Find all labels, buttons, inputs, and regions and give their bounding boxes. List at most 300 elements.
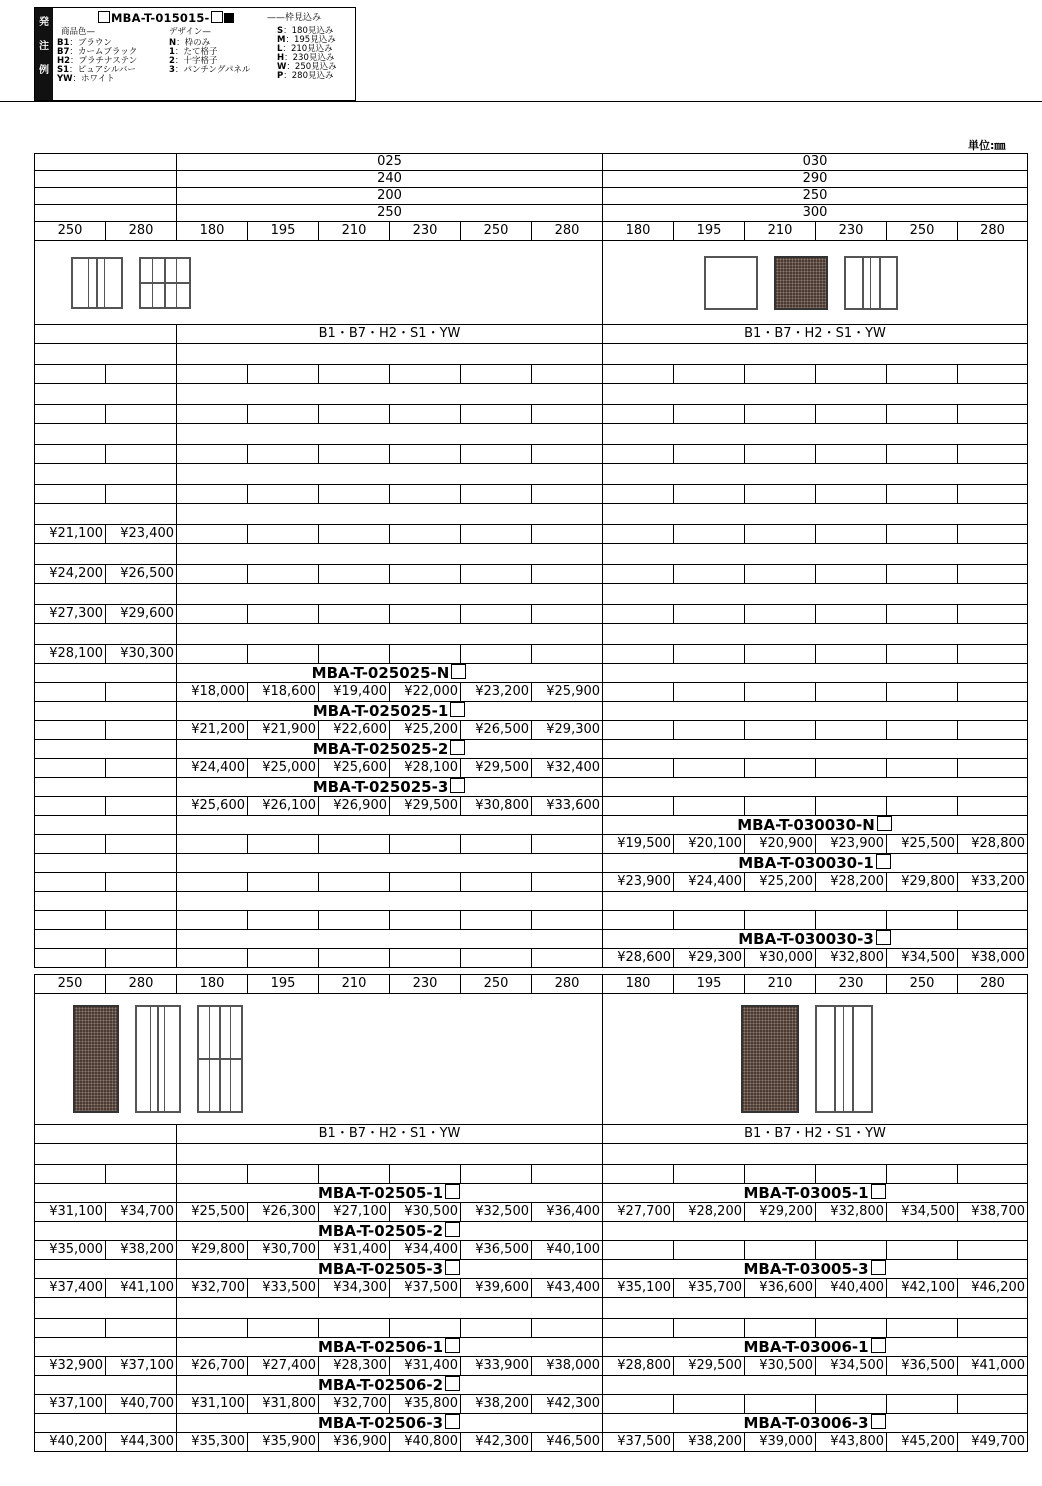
price-cell: ¥29,500 — [390, 797, 461, 816]
price-cell: ¥31,400 — [319, 1241, 390, 1260]
color-checkbox-icon — [445, 1260, 460, 1275]
price-cell: ¥30,700 — [248, 1241, 319, 1260]
model-name-cell — [603, 1414, 1028, 1433]
empty-cell — [532, 365, 603, 384]
empty-cell — [35, 544, 177, 565]
price-cell: ¥27,400 — [248, 1357, 319, 1376]
empty-cell — [390, 949, 461, 968]
color-title-text: 商品色 — [61, 27, 87, 37]
empty-cell — [35, 1144, 177, 1165]
price-cell: ¥45,200 — [887, 1433, 958, 1452]
color-checkbox-icon — [450, 702, 465, 717]
empty-cell — [106, 797, 177, 816]
model-name-cell — [177, 1222, 603, 1241]
table-row — [35, 565, 1028, 584]
empty-cell — [461, 445, 532, 464]
empty-cell — [532, 445, 603, 464]
price-cell: ¥40,800 — [390, 1433, 461, 1452]
product-image-group — [733, 994, 1027, 1124]
empty-cell — [35, 1184, 177, 1203]
design-code: 2 — [169, 56, 175, 66]
empty-cell — [958, 525, 1028, 544]
price-cell: ¥32,500 — [461, 1203, 532, 1222]
price-cell: ¥31,100 — [35, 1203, 106, 1222]
price-cell: ¥38,000 — [532, 1357, 603, 1376]
table-row — [35, 205, 1028, 222]
model-name-cell — [603, 1338, 1028, 1357]
price-cell: ¥33,600 — [532, 797, 603, 816]
empty-cell — [958, 911, 1028, 930]
price-cell — [674, 1241, 745, 1260]
empty-cell — [319, 525, 390, 544]
empty-cell — [177, 485, 248, 504]
color-list: B1：ブラウン B7：カームブラック H2：プラチナステン S1：ピュアシルバー YW：ホワイト — [57, 38, 138, 84]
price-cell: ¥28,100 — [35, 645, 106, 664]
order-tab-char: 発 — [39, 17, 49, 28]
empty-cell — [887, 721, 958, 740]
empty-cell — [887, 605, 958, 624]
table-row — [35, 154, 1028, 171]
empty-cell — [35, 854, 177, 873]
table-row — [35, 1260, 1028, 1279]
model-name: MBA-T-025025-1 — [312, 702, 449, 720]
table-row — [35, 645, 1028, 664]
empty-cell — [958, 1165, 1028, 1184]
color-checkbox-icon — [871, 1184, 886, 1199]
color-code: B1 — [57, 38, 70, 48]
color-checkbox-icon — [877, 816, 892, 831]
table-row — [35, 949, 1028, 968]
model-name: MBA-T-02506-2 — [317, 1376, 444, 1394]
price-cell: ¥39,600 — [461, 1279, 532, 1298]
price-cell: ¥24,200 — [35, 565, 106, 584]
empty-cell — [390, 1319, 461, 1338]
design-name: パンチングパネル — [183, 65, 251, 75]
price-cell: ¥33,200 — [958, 873, 1028, 892]
price-cell: ¥21,200 — [177, 721, 248, 740]
depth-header: 280 — [106, 222, 177, 241]
price-cell: ¥25,600 — [319, 759, 390, 778]
model-name: MBA-T-02506-1 — [317, 1338, 444, 1356]
color-checkbox-icon — [871, 1414, 886, 1429]
depth-header: 195 — [248, 222, 319, 241]
model-name-cell — [603, 816, 1028, 835]
empty-cell — [887, 485, 958, 504]
model-name: MBA-T-025025-3 — [312, 778, 449, 796]
price-cell: ¥32,400 — [532, 759, 603, 778]
price-cell: ¥32,800 — [816, 1203, 887, 1222]
empty-cell — [674, 645, 745, 664]
empty-cell — [35, 740, 177, 759]
table-row — [35, 1241, 1028, 1260]
price-cell — [603, 1241, 674, 1260]
depth-header: 280 — [532, 222, 603, 241]
empty-cell — [745, 797, 816, 816]
empty-cell — [35, 816, 177, 835]
order-example-box — [34, 7, 356, 101]
price-cell: ¥34,500 — [816, 1357, 887, 1376]
empty-cell — [35, 485, 106, 504]
color-code: H2 — [57, 56, 71, 66]
empty-cell — [887, 365, 958, 384]
price-cell: ¥18,000 — [177, 683, 248, 702]
price-table-top — [34, 153, 1028, 968]
model-name: MBA-T-03005-1 — [743, 1184, 869, 1202]
table-row — [35, 544, 1028, 565]
price-cell: ¥34,700 — [106, 1203, 177, 1222]
price-cell: ¥23,200 — [461, 683, 532, 702]
size-header-025: 025 — [177, 154, 603, 171]
price-cell: ¥29,300 — [674, 949, 745, 968]
empty-cell — [532, 835, 603, 854]
empty-cell — [106, 683, 177, 702]
empty-cell — [816, 525, 887, 544]
empty-cell — [532, 485, 603, 504]
price-cell: ¥28,800 — [958, 835, 1028, 854]
model-name: MBA-T-030030-3 — [738, 930, 874, 948]
price-cell: ¥29,300 — [532, 721, 603, 740]
depth-code: H — [277, 53, 285, 63]
price-cell: ¥36,500 — [461, 1241, 532, 1260]
table-row — [35, 344, 1028, 365]
empty-cell — [461, 525, 532, 544]
color-checkbox-icon — [445, 1184, 460, 1199]
empty-cell — [177, 565, 248, 584]
price-cell — [887, 1395, 958, 1414]
table-row — [35, 797, 1028, 816]
depth-header: 210 — [319, 975, 390, 994]
empty-cell — [35, 624, 177, 645]
price-cell: ¥23,400 — [106, 525, 177, 544]
empty-cell — [603, 485, 674, 504]
price-cell: ¥35,300 — [177, 1433, 248, 1452]
price-cell: ¥30,300 — [106, 645, 177, 664]
size-header-030: 290 — [603, 171, 1028, 188]
size-header-030: 300 — [603, 205, 1028, 222]
model-name: MBA-T-02505-3 — [317, 1260, 444, 1278]
product-image-group — [696, 241, 1027, 324]
empty-cell — [35, 873, 106, 892]
empty-cell — [958, 1319, 1028, 1338]
color-checkbox-icon — [450, 778, 465, 793]
empty-cell — [461, 949, 532, 968]
price-cell: ¥41,000 — [958, 1357, 1028, 1376]
empty-cell — [319, 365, 390, 384]
empty-cell — [35, 797, 106, 816]
empty-cell — [35, 892, 177, 911]
model-name: MBA-T-03006-3 — [743, 1414, 869, 1432]
price-cell: ¥25,000 — [248, 759, 319, 778]
empty-cell — [745, 365, 816, 384]
empty-cell — [816, 405, 887, 424]
empty-cell — [816, 565, 887, 584]
empty-cell — [35, 949, 106, 968]
empty-cell — [461, 911, 532, 930]
order-code — [97, 11, 234, 25]
empty-cell — [177, 344, 603, 365]
empty-cell — [887, 759, 958, 778]
depth-header: 180 — [177, 222, 248, 241]
empty-cell — [603, 624, 1028, 645]
depth-header: 195 — [674, 222, 745, 241]
empty-cell — [745, 565, 816, 584]
color-code: YW — [57, 74, 73, 84]
model-name-cell — [177, 664, 603, 683]
empty-cell — [816, 1319, 887, 1338]
empty-cell — [958, 565, 1028, 584]
model-name-cell — [177, 778, 603, 797]
empty-cell — [603, 702, 1028, 721]
depth-header: 180 — [177, 975, 248, 994]
empty-cell — [603, 645, 674, 664]
price-cell: ¥33,500 — [248, 1279, 319, 1298]
price-cell: ¥25,200 — [745, 873, 816, 892]
color-list-cell: B1・B7・H2・S1・YW — [603, 325, 1028, 344]
design-code: 1 — [169, 47, 175, 57]
vertical-lattice-product-icon — [815, 1005, 873, 1113]
depth-header: 280 — [106, 975, 177, 994]
empty-cell — [35, 1376, 177, 1395]
empty-cell — [816, 645, 887, 664]
color-checkbox-icon — [876, 930, 891, 945]
empty-cell — [603, 525, 674, 544]
empty-cell — [461, 835, 532, 854]
empty-cell — [745, 645, 816, 664]
price-cell: ¥29,800 — [177, 1241, 248, 1260]
price-cell: ¥29,500 — [461, 759, 532, 778]
depth-label: 枠見込み — [285, 13, 322, 23]
price-cell: ¥23,900 — [816, 835, 887, 854]
punching-panel-product-icon — [73, 1005, 119, 1113]
header-blank — [35, 205, 177, 222]
empty-cell — [674, 445, 745, 464]
depth-header: 250 — [887, 222, 958, 241]
empty-cell — [177, 525, 248, 544]
table-row — [35, 759, 1028, 778]
price-cell: ¥42,300 — [461, 1433, 532, 1452]
table-row — [35, 721, 1028, 740]
empty-cell — [958, 605, 1028, 624]
table-row — [35, 1298, 1028, 1319]
empty-cell — [603, 740, 1028, 759]
depth-header: 195 — [248, 975, 319, 994]
empty-cell — [674, 683, 745, 702]
empty-cell — [35, 702, 177, 721]
empty-cell — [248, 873, 319, 892]
price-cell: ¥32,800 — [816, 949, 887, 968]
empty-cell — [603, 424, 1028, 445]
price-cell: ¥28,800 — [603, 1357, 674, 1376]
price-cell: ¥39,000 — [745, 1433, 816, 1452]
empty-cell — [745, 1165, 816, 1184]
empty-cell — [745, 759, 816, 778]
price-cell: ¥35,000 — [35, 1241, 106, 1260]
table-row — [35, 702, 1028, 721]
price-cell: ¥29,500 — [674, 1357, 745, 1376]
empty-cell — [745, 605, 816, 624]
depth-code: S — [277, 26, 284, 36]
price-cell: ¥27,100 — [319, 1203, 390, 1222]
empty-cell — [816, 759, 887, 778]
header-blank — [35, 188, 177, 205]
price-cell — [816, 1241, 887, 1260]
table-row — [35, 1279, 1028, 1298]
empty-cell — [106, 365, 177, 384]
table-row — [35, 911, 1028, 930]
empty-cell — [887, 445, 958, 464]
color-blank — [35, 1125, 177, 1144]
price-cell — [745, 1395, 816, 1414]
empty-cell — [745, 721, 816, 740]
design-code: 3 — [169, 65, 175, 75]
empty-cell — [461, 645, 532, 664]
depth-name: 250見込み — [294, 62, 337, 72]
empty-cell — [674, 1319, 745, 1338]
price-cell: ¥46,500 — [532, 1433, 603, 1452]
model-name-cell — [177, 1260, 603, 1279]
empty-cell — [390, 1165, 461, 1184]
empty-cell — [816, 721, 887, 740]
model-name-cell — [603, 854, 1028, 873]
price-cell: ¥37,100 — [35, 1395, 106, 1414]
empty-cell — [532, 949, 603, 968]
vertical-lattice-product-icon — [71, 257, 123, 309]
size-header-025: 250 — [177, 205, 603, 222]
empty-cell — [674, 485, 745, 504]
empty-cell — [603, 1298, 1028, 1319]
empty-cell — [461, 565, 532, 584]
empty-cell — [532, 565, 603, 584]
empty-cell — [532, 911, 603, 930]
empty-cell — [106, 911, 177, 930]
price-cell: ¥28,100 — [390, 759, 461, 778]
empty-cell — [816, 605, 887, 624]
model-name-cell — [177, 1376, 603, 1395]
price-cell: ¥37,500 — [603, 1433, 674, 1452]
empty-cell — [35, 445, 106, 464]
color-list-cell: B1・B7・H2・S1・YW — [177, 1125, 603, 1144]
price-cell: ¥30,000 — [745, 949, 816, 968]
empty-cell — [177, 445, 248, 464]
empty-cell — [390, 405, 461, 424]
empty-cell — [177, 1319, 248, 1338]
table-row — [35, 445, 1028, 464]
price-cell: ¥26,300 — [248, 1203, 319, 1222]
depth-name: 210見込み — [290, 44, 333, 54]
price-cell: ¥24,400 — [177, 759, 248, 778]
empty-cell — [106, 445, 177, 464]
table-row — [35, 740, 1028, 759]
empty-cell — [248, 835, 319, 854]
empty-cell — [319, 405, 390, 424]
empty-cell — [958, 645, 1028, 664]
size-header-025: 200 — [177, 188, 603, 205]
empty-cell — [603, 544, 1028, 565]
empty-cell — [35, 1222, 177, 1241]
depth-header: 195 — [674, 975, 745, 994]
table-row — [35, 664, 1028, 683]
empty-cell — [390, 445, 461, 464]
empty-cell — [35, 759, 106, 778]
price-cell: ¥36,900 — [319, 1433, 390, 1452]
empty-cell — [603, 344, 1028, 365]
empty-cell — [106, 1165, 177, 1184]
price-cell: ¥32,700 — [177, 1279, 248, 1298]
depth-name: 280見込み — [291, 71, 334, 81]
price-cell: ¥20,900 — [745, 835, 816, 854]
price-cell: ¥34,500 — [887, 1203, 958, 1222]
color-code: S1 — [57, 65, 70, 75]
table-row — [35, 384, 1028, 405]
empty-cell — [532, 525, 603, 544]
price-cell: ¥36,600 — [745, 1279, 816, 1298]
table-row — [35, 525, 1028, 544]
empty-cell — [390, 605, 461, 624]
table-row — [35, 405, 1028, 424]
table-row — [35, 222, 1028, 241]
depth-code: L — [277, 44, 283, 54]
empty-cell — [816, 797, 887, 816]
empty-cell — [461, 485, 532, 504]
color-checkbox-icon — [876, 854, 891, 869]
empty-cell — [177, 504, 603, 525]
empty-cell — [177, 949, 248, 968]
empty-cell — [106, 485, 177, 504]
empty-cell — [603, 384, 1028, 405]
table-row — [35, 994, 1028, 1125]
empty-cell — [319, 1319, 390, 1338]
price-cell: ¥35,100 — [603, 1279, 674, 1298]
empty-cell — [248, 1319, 319, 1338]
price-cell: ¥34,400 — [390, 1241, 461, 1260]
depth-header: 230 — [816, 222, 887, 241]
empty-cell — [35, 1319, 106, 1338]
design-title-text: デザイン — [169, 27, 203, 37]
empty-cell — [177, 1144, 603, 1165]
empty-cell — [319, 485, 390, 504]
table-row — [35, 975, 1028, 994]
model-name-cell — [177, 1414, 603, 1433]
product-image-cell — [603, 994, 1028, 1125]
empty-cell — [390, 645, 461, 664]
empty-cell — [532, 1319, 603, 1338]
table-row — [35, 1184, 1028, 1203]
color-checkbox-icon — [445, 1414, 460, 1429]
price-cell: ¥25,900 — [532, 683, 603, 702]
empty-cell — [35, 778, 177, 797]
empty-cell — [177, 854, 603, 873]
price-cell: ¥38,700 — [958, 1203, 1028, 1222]
empty-cell — [248, 525, 319, 544]
cross-lattice-product-icon — [139, 257, 191, 309]
color-name: プラチナステン — [78, 56, 138, 66]
empty-cell — [603, 1144, 1028, 1165]
empty-cell — [745, 683, 816, 702]
product-image-cell — [35, 241, 603, 325]
empty-cell — [674, 911, 745, 930]
price-cell: ¥20,100 — [674, 835, 745, 854]
empty-cell — [390, 911, 461, 930]
table-row — [35, 1165, 1028, 1184]
empty-cell — [603, 721, 674, 740]
price-cell: ¥25,600 — [177, 797, 248, 816]
header-blank — [35, 154, 177, 171]
empty-cell — [177, 816, 603, 835]
vertical-lattice-product-icon — [135, 1005, 181, 1113]
model-name-cell — [177, 740, 603, 759]
empty-cell — [35, 911, 106, 930]
price-cell: ¥35,800 — [390, 1395, 461, 1414]
